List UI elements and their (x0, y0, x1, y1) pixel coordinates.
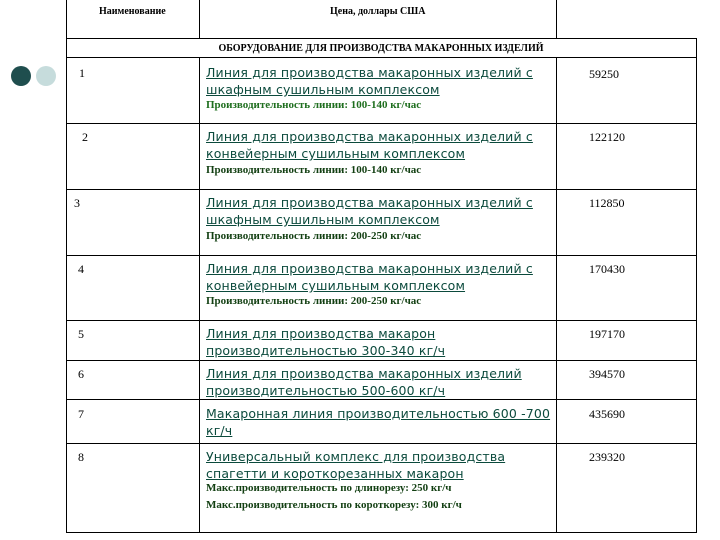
header-border-right (556, 0, 557, 38)
row-number: 4 (78, 262, 84, 276)
header-border-left (66, 0, 67, 38)
row-border (66, 360, 697, 361)
table-border-price (556, 57, 557, 533)
product-price: 112850 (589, 196, 625, 210)
product-name-link[interactable]: Линия для производства макаронных изделий с шкафным сушильным комплексом (206, 195, 533, 227)
row-number: 6 (78, 367, 84, 381)
row-number: 7 (78, 407, 84, 421)
product-capacity: Производительность линии: 200-250 кг/час (206, 295, 422, 307)
row-border (66, 255, 697, 256)
header-price: Цена, доллары США (330, 6, 426, 17)
product-name-link[interactable]: Линия для производства макаронных изделий производительностью 500-600 кг/ч (206, 366, 522, 398)
product-price: 122120 (589, 130, 625, 144)
header-border-bottom (66, 38, 697, 39)
row-border (66, 443, 697, 444)
product-name-link[interactable]: Макаронная линия производительностью 600 -700 кг/ч (206, 406, 551, 438)
product-price: 435690 (589, 407, 625, 421)
product-price: 170430 (589, 262, 625, 276)
product-name-link[interactable]: Универсальный комплекс для производства спагетти и короткорезанных макарон (206, 449, 506, 481)
bullet-dot-dark (11, 66, 31, 86)
product-name-link[interactable]: Линия для производства макарон производительностью 300-340 кг/ч (206, 326, 446, 358)
bullet-dot-light (36, 66, 56, 86)
row-border (66, 123, 697, 124)
row-number: 8 (78, 450, 84, 464)
table-border-mid (199, 57, 200, 533)
product-name-link[interactable]: Линия для производства макаронных изделий с конвейерным сушильным комплексом (206, 129, 533, 161)
row-border (66, 399, 697, 400)
row-number: 5 (78, 327, 84, 341)
section-border-bottom (66, 57, 697, 58)
header-name: Наименование (99, 6, 166, 17)
row-number: 3 (74, 196, 80, 210)
table-border-bottom (66, 532, 697, 533)
table-border-left (66, 38, 67, 533)
row-border (66, 189, 697, 190)
product-capacity: Производительность линии: 100-140 кг/час (206, 164, 422, 176)
product-price: 239320 (589, 450, 625, 464)
row-border (66, 320, 697, 321)
row-number: 2 (82, 130, 88, 144)
product-price: 59250 (589, 67, 619, 81)
product-price: 394570 (589, 367, 625, 381)
product-name-link[interactable]: Линия для производства макаронных изделий с шкафным сушильным комплексом (206, 65, 533, 97)
product-capacity: Макс.производительность по короткорезу: 300 кг/ч (206, 499, 462, 511)
section-title: ОБОРУДОВАНИЕ ДЛЯ ПРОИЗВОДСТВА МАКАРОННЫХ ИЗДЕЛИЙ (218, 43, 544, 54)
header-border-mid (199, 0, 200, 38)
slide-bullet-decoration (10, 63, 60, 89)
product-name-link[interactable]: Линия для производства макаронных изделий с конвейерным сушильным комплексом (206, 261, 533, 293)
product-capacity: Производительность линии: 100-140 кг/час (206, 99, 422, 111)
row-number: 1 (79, 66, 85, 80)
product-price: 197170 (589, 327, 625, 341)
product-capacity: Производительность линии: 200-250 кг/час (206, 230, 422, 242)
table-border-right (696, 38, 697, 533)
product-capacity: Макс.производительность по длинорезу: 250 кг/ч (206, 482, 452, 494)
